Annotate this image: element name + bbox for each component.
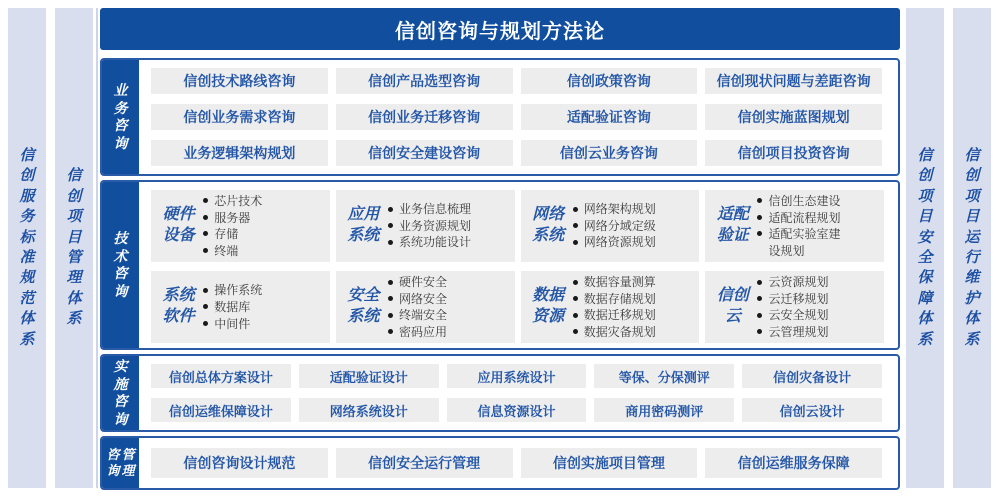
consulting-item: 适配验证咨询 xyxy=(521,104,698,130)
consulting-item: 信创项目投资咨询 xyxy=(705,140,882,166)
tech-block-bullet-list xyxy=(572,201,658,251)
tech-block-title: 系统软件 xyxy=(162,287,195,326)
consulting-item: 信创安全运行管理 xyxy=(336,448,513,478)
bullet-item: 芯片技术 xyxy=(202,193,288,210)
section-label-technical-consulting xyxy=(102,182,139,348)
technical-consulting-block-grid xyxy=(139,182,898,348)
bullet-item: 数据迁移规划 xyxy=(572,307,658,324)
consulting-item: 信创实施项目管理 xyxy=(521,448,698,478)
tech-block xyxy=(705,271,884,343)
tech-block xyxy=(705,190,884,262)
tech-block xyxy=(521,271,700,343)
consulting-item: 信创云设计 xyxy=(742,398,882,422)
tech-block-bullet-list xyxy=(387,274,473,340)
tech-block xyxy=(336,271,515,343)
diagram-main-panel xyxy=(100,8,900,490)
bullet-item: 云迁移规划 xyxy=(756,291,842,308)
bullet-item: 系统功能设计 xyxy=(387,234,473,251)
tech-block-title: 网络系统 xyxy=(532,206,565,245)
bullet-item: 数据灾备规划 xyxy=(572,324,658,341)
bullet-item: 密码应用 xyxy=(387,324,473,341)
tech-block-bullet-list xyxy=(202,282,288,332)
tech-block-bullet-list xyxy=(572,274,658,340)
section-technical-consulting xyxy=(100,180,900,350)
bullet-item: 网络安全 xyxy=(387,291,473,308)
consulting-item: 信创运维保障设计 xyxy=(151,398,291,422)
consulting-item: 适配验证设计 xyxy=(299,364,439,388)
consulting-item: 网络系统设计 xyxy=(299,398,439,422)
tech-block-title: 硬件设备 xyxy=(162,206,195,245)
bullet-item: 业务信息梳理 xyxy=(387,201,473,218)
tech-block xyxy=(151,271,330,343)
consulting-item: 信创技术路线咨询 xyxy=(151,68,328,94)
consulting-management-item-grid xyxy=(139,438,898,488)
bullet-item: 终端安全 xyxy=(387,307,473,324)
panel-edge-strip xyxy=(96,8,98,488)
tech-block-title: 数据资源 xyxy=(532,287,565,326)
diagram-title-bar xyxy=(100,8,900,50)
pillar-label: 信创项目安全保障体系 xyxy=(917,147,933,348)
business-consulting-item-grid xyxy=(139,60,898,174)
consulting-item: 信创实施蓝图规划 xyxy=(705,104,882,130)
tech-block-bullet-list xyxy=(756,193,842,259)
section-label-business-consulting xyxy=(102,60,139,174)
diagram-title: 信创咨询与规划方法论 xyxy=(395,20,605,43)
section-business-consulting xyxy=(100,58,900,176)
section-label-text: 咨询 xyxy=(106,446,120,478)
bullet-item: 云管理规划 xyxy=(756,324,842,341)
tech-block-title: 适配验证 xyxy=(716,206,749,245)
consulting-item: 信创产品选型咨询 xyxy=(336,68,513,94)
consulting-item: 信创业务需求咨询 xyxy=(151,104,328,130)
consulting-item: 信创安全建设咨询 xyxy=(336,140,513,166)
tech-block-bullet-list xyxy=(387,201,473,251)
bullet-item: 硬件安全 xyxy=(387,274,473,291)
section-consulting-management xyxy=(100,436,900,490)
tech-block-title: 应用系统 xyxy=(347,206,380,245)
consulting-item: 应用系统设计 xyxy=(447,364,587,388)
pillar-security-assurance-system xyxy=(906,8,944,488)
consulting-item: 业务逻辑架构规划 xyxy=(151,140,328,166)
section-label-text: 业务咨询 xyxy=(113,82,128,151)
tech-block xyxy=(521,190,700,262)
tech-block-bullet-list xyxy=(756,274,842,340)
bullet-item: 数据容量测算 xyxy=(572,274,658,291)
consulting-item: 信创总体方案设计 xyxy=(151,364,291,388)
section-label-implementation-consulting xyxy=(102,356,139,430)
consulting-item: 信息资源设计 xyxy=(447,398,587,422)
tech-block-title: 信创云 xyxy=(716,287,749,326)
pillar-label: 信创项目管理体系 xyxy=(66,167,82,328)
bullet-item: 云资源规划 xyxy=(756,274,842,291)
consulting-item: 信创灾备设计 xyxy=(742,364,882,388)
tech-block-bullet-list xyxy=(202,193,288,259)
bullet-item: 业务资源规划 xyxy=(387,218,473,235)
implementation-consulting-item-grid xyxy=(139,356,898,430)
bullet-item: 信创生态建设 xyxy=(756,193,842,210)
consulting-item: 信创咨询设计规范 xyxy=(151,448,328,478)
bullet-item: 存储 xyxy=(202,226,288,243)
consulting-item: 商用密码测评 xyxy=(594,398,734,422)
bullet-item: 服务器 xyxy=(202,210,288,227)
bullet-item: 数据库 xyxy=(202,299,288,316)
pillar-project-management-system xyxy=(55,8,93,488)
consulting-item: 信创运维服务保障 xyxy=(705,448,882,478)
bullet-item: 操作系统 xyxy=(202,282,288,299)
bullet-item: 适配流程规划 xyxy=(756,210,842,227)
pillar-label: 信创服务标准规范体系 xyxy=(19,147,35,348)
tech-block xyxy=(336,190,515,262)
bullet-item: 网络资源规划 xyxy=(572,234,658,251)
consulting-item: 信创政策咨询 xyxy=(521,68,698,94)
pillar-service-standard-system xyxy=(8,8,46,488)
bullet-item: 网络分域定级 xyxy=(572,218,658,235)
bullet-item: 云安全规划 xyxy=(756,307,842,324)
tech-block-title: 安全系统 xyxy=(347,287,380,326)
section-label-text: 管理 xyxy=(121,446,135,478)
section-label-text: 技术咨询 xyxy=(113,230,128,299)
consulting-item: 信创云业务咨询 xyxy=(521,140,698,166)
consulting-item: 等保、分保测评 xyxy=(594,364,734,388)
tech-block xyxy=(151,190,330,262)
pillar-label: 信创项目运行维护体系 xyxy=(964,147,980,348)
bullet-item: 数据存储规划 xyxy=(572,291,658,308)
consulting-item: 信创现状问题与差距咨询 xyxy=(705,68,882,94)
consulting-item: 信创业务迁移咨询 xyxy=(336,104,513,130)
section-label-consulting-management xyxy=(102,438,139,488)
section-label-text: 实施咨询 xyxy=(113,358,128,427)
pillar-operation-maintenance-system xyxy=(953,8,991,488)
bullet-item: 适配实验室建设规划 xyxy=(756,226,842,259)
bullet-item: 网络架构规划 xyxy=(572,201,658,218)
bullet-item: 中间件 xyxy=(202,316,288,333)
bullet-item: 终端 xyxy=(202,243,288,260)
section-implementation-consulting xyxy=(100,354,900,432)
